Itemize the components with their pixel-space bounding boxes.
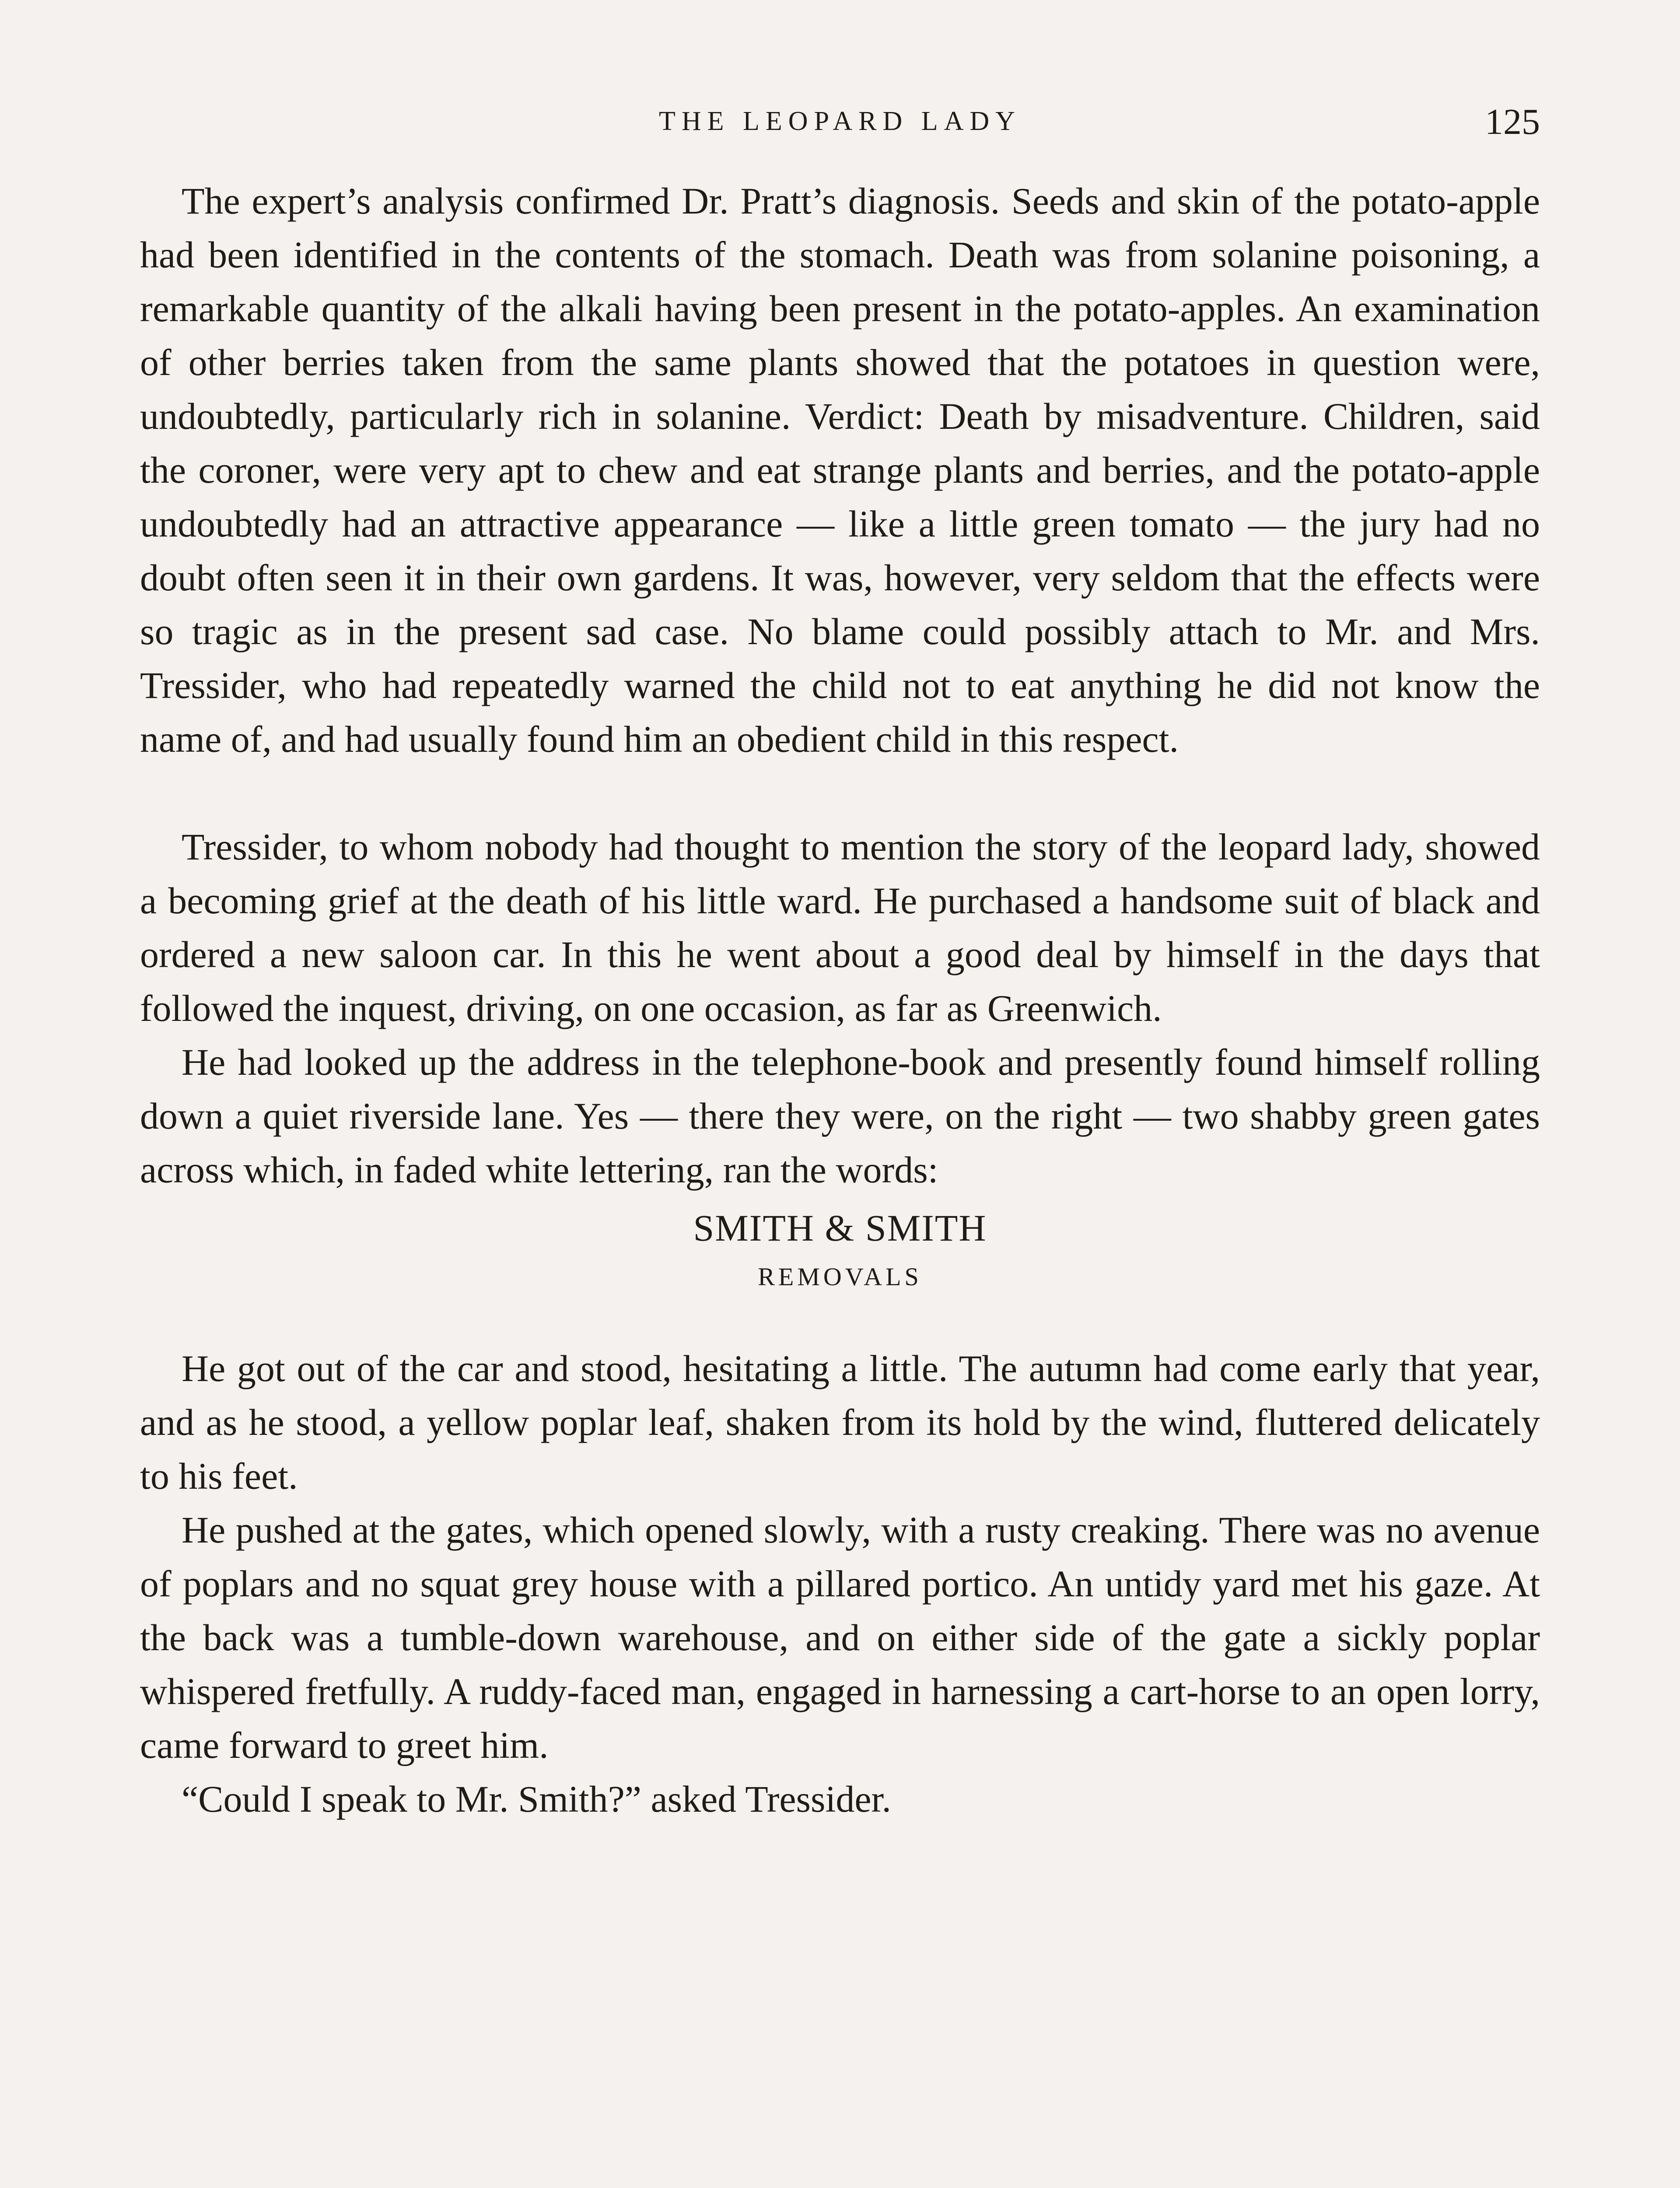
paragraph-poplar-leaf: He got out of the car and stood, hesitating a little. The autumn had come early that year, and as he stood, a yellow poplar leaf, shaken from its hold by the wind, fluttered delicately to his feet.: [140, 1347, 1540, 1497]
body-text: [140, 174, 1540, 1826]
sign-subtitle: REMOVALS: [758, 1262, 922, 1291]
sign-lettering: [140, 1201, 1540, 1299]
paragraph-dialogue: “Could I speak to Mr. Smith?” asked Tressider.: [182, 1778, 891, 1820]
sign-title: SMITH & SMITH: [693, 1207, 987, 1249]
running-head: THE LEOPARD LADY: [659, 106, 1021, 136]
paragraph-riverside-lane: He had looked up the address in the telephone-book and presently found himself rolling down a quiet riverside lane. Yes — there they were, on the right — two shabby green gates across which, in faded white lettering, ran the words:: [140, 1041, 1540, 1191]
paragraph-inquest-verdict: The expert’s analysis confirmed Dr. Pratt’s diagnosis. Seeds and skin of the potato-apple had been identified in the contents of the stomach. Death was from solanine poisoning, a remarkable quantity of the alkali having been present in the potato-apples. An examination of other berries taken from the same plants showed that the potatoes in question were, undoubtedly, particularly rich in solanine. Verdict: Death by misadventure. Children, said the coroner, were very apt to chew and eat strange plants and berries, and the potato-apple undoubtedly had an attractive appearance — like a little green tomato — the jury had no doubt often seen it in their own gardens. It was, however, very seldom that the effects were so tragic as in the present sad case. No blame could possibly attach to Mr. and Mrs. Tressider, who had repeatedly warned the child not to eat anything he did not know the name of, and had usually found him an obedient child in this respect.: [140, 180, 1540, 760]
page-header: [140, 101, 1540, 149]
paragraph-yard: He pushed at the gates, which opened slowly, with a rusty creaking. There was no avenue of poplars and no squat grey house with a pillared portico. An untidy yard met his gaze. At the back was a tumble-down warehouse, and on either side of the gate a sickly poplar whispered fretfully. A ruddy-faced man, engaged in harnessing a cart-horse to an open lorry, came forward to greet him.: [140, 1509, 1540, 1766]
paragraph-tressider-grief: Tressider, to whom nobody had thought to mention the story of the leopard lady, showed a becoming grief at the death of his little ward. He purchased a handsome suit of black and ordered a new saloon car. In this he went about a good deal by himself in the days that followed the inquest, driving, on one occasion, as far as Greenwich.: [140, 826, 1540, 1029]
page-number: 125: [1485, 102, 1540, 142]
